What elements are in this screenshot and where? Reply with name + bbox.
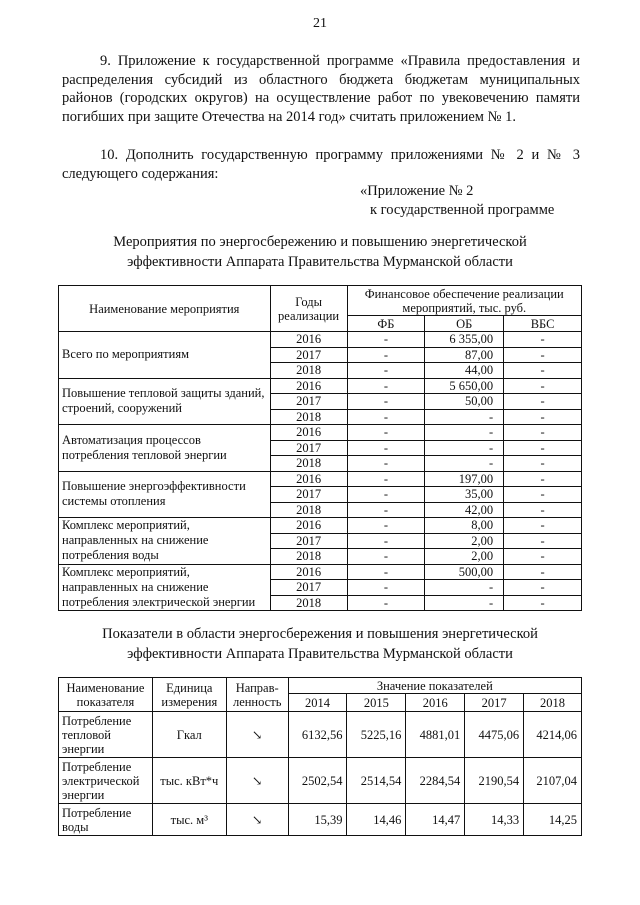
- indicator-value: 4214,06: [524, 712, 582, 758]
- event-name: Всего по мероприятиям: [59, 332, 271, 379]
- indicators-table-row: [59, 804, 582, 836]
- event-ob-value: 197,00: [425, 471, 504, 487]
- indicator-name: Потребление электрической энергии: [59, 758, 153, 804]
- event-name: Комплекс мероприятий, направленных на снижение потребления электрической энергии: [59, 564, 271, 611]
- event-ob-value: 8,00: [425, 518, 504, 534]
- section1-title-line1: Мероприятия по энергосбережению и повышению энергетической: [113, 234, 527, 250]
- event-fb-value: -: [347, 425, 425, 441]
- event-fb-value: -: [347, 332, 425, 348]
- section2-title-line2: эффективности Аппарата Правительства Мурманской области: [127, 646, 513, 662]
- event-name: Комплекс мероприятий, направленных на снижение потребления воды: [59, 518, 271, 565]
- event-year: 2016: [270, 564, 347, 580]
- events-header-years: Годы реализации: [270, 286, 347, 332]
- event-vbs-value: -: [504, 378, 582, 394]
- event-name: Повышение энергоэффективности системы отопления: [59, 471, 271, 518]
- indicator-value: 2190,54: [465, 758, 524, 804]
- event-vbs-value: -: [504, 580, 582, 596]
- event-vbs-value: -: [504, 518, 582, 534]
- event-fb-value: -: [347, 549, 425, 565]
- event-year: 2018: [270, 549, 347, 565]
- event-name: Автоматизация процессов потребления тепловой энергии: [59, 425, 271, 472]
- indicator-name: Потребление воды: [59, 804, 153, 836]
- paragraph-10: [62, 146, 580, 183]
- indicator-value: 2107,04: [524, 758, 582, 804]
- indicators-table-body: [59, 712, 582, 836]
- event-year: 2016: [270, 332, 347, 348]
- event-vbs-value: -: [504, 549, 582, 565]
- appendix-header: [360, 182, 582, 220]
- events-header-name: Наименование мероприятия: [59, 286, 271, 332]
- event-fb-value: -: [347, 518, 425, 534]
- indicators-header-year: 2018: [524, 694, 582, 712]
- event-vbs-value: -: [504, 332, 582, 348]
- event-vbs-value: -: [504, 456, 582, 472]
- event-ob-value: 6 355,00: [425, 332, 504, 348]
- events-table-row: [59, 425, 582, 441]
- events-table-body: [59, 332, 582, 611]
- indicator-direction: ↘: [226, 712, 288, 758]
- event-name: Повышение тепловой защиты зданий, строений, сооружений: [59, 378, 271, 425]
- paragraph-10-number: 10.: [100, 147, 119, 163]
- event-ob-value: -: [425, 580, 504, 596]
- event-fb-value: -: [347, 595, 425, 611]
- event-ob-value: -: [425, 595, 504, 611]
- indicator-value: 14,33: [465, 804, 524, 836]
- event-ob-value: 2,00: [425, 549, 504, 565]
- event-vbs-value: -: [504, 440, 582, 456]
- event-ob-value: 5 650,00: [425, 378, 504, 394]
- event-fb-value: -: [347, 564, 425, 580]
- indicator-direction: ↘: [226, 758, 288, 804]
- section1-title-line2: эффективности Аппарата Правительства Мурманской области: [127, 254, 513, 270]
- event-ob-value: 50,00: [425, 394, 504, 410]
- event-vbs-value: -: [504, 347, 582, 363]
- event-year: 2016: [270, 425, 347, 441]
- indicator-unit: тыс. м³: [152, 804, 226, 836]
- indicator-value: 5225,16: [347, 712, 406, 758]
- event-year: 2017: [270, 347, 347, 363]
- event-vbs-value: -: [504, 533, 582, 549]
- event-ob-value: -: [425, 425, 504, 441]
- event-year: 2017: [270, 580, 347, 596]
- events-table-row: [59, 378, 582, 394]
- page-number: 21: [313, 16, 327, 31]
- indicator-unit: Гкал: [152, 712, 226, 758]
- indicator-value: 2284,54: [406, 758, 465, 804]
- event-year: 2016: [270, 471, 347, 487]
- events-table-row: [59, 518, 582, 534]
- events-table-row: [59, 332, 582, 348]
- event-year: 2018: [270, 409, 347, 425]
- indicators-header-direction: Направ-ленность: [226, 678, 288, 712]
- paragraph-9-text: Приложение к государственной программе «Правила предоставления и распределения субсидий из областного бюджета бюджетам муниципальных районов (городских округов) на осуществление работ по увековечению памяти погибших при защите Отечества на 2014 год» считать приложением № 1.: [62, 53, 580, 125]
- event-ob-value: 2,00: [425, 533, 504, 549]
- event-year: 2018: [270, 363, 347, 379]
- indicator-unit: тыс. кВт*ч: [152, 758, 226, 804]
- event-year: 2018: [270, 595, 347, 611]
- event-fb-value: -: [347, 363, 425, 379]
- indicators-table: [58, 677, 582, 836]
- event-vbs-value: -: [504, 502, 582, 518]
- event-fb-value: -: [347, 487, 425, 503]
- event-vbs-value: -: [504, 595, 582, 611]
- section2-title: [60, 624, 580, 664]
- event-vbs-value: -: [504, 564, 582, 580]
- events-table: [58, 285, 582, 611]
- events-header-fb: ФБ: [347, 316, 425, 332]
- indicator-name: Потребление тепловой энергии: [59, 712, 153, 758]
- event-year: 2016: [270, 378, 347, 394]
- events-header-financing: Финансовое обеспечение реализации мероприятий, тыс. руб.: [347, 286, 581, 316]
- events-table-row: [59, 564, 582, 580]
- event-fb-value: -: [347, 580, 425, 596]
- event-fb-value: -: [347, 394, 425, 410]
- appendix-header-line1: «Приложение № 2: [360, 183, 474, 199]
- event-year: 2017: [270, 394, 347, 410]
- events-header-ob: ОБ: [425, 316, 504, 332]
- indicators-table-row: [59, 758, 582, 804]
- indicator-value: 14,47: [406, 804, 465, 836]
- indicators-header-year: 2016: [406, 694, 465, 712]
- appendix-header-line2: к государственной программе: [370, 202, 555, 218]
- event-vbs-value: -: [504, 363, 582, 379]
- indicator-value: 4475,06: [465, 712, 524, 758]
- indicator-value: 4881,01: [406, 712, 465, 758]
- event-year: 2017: [270, 487, 347, 503]
- event-year: 2018: [270, 502, 347, 518]
- events-header-vbs: ВБС: [504, 316, 582, 332]
- event-fb-value: -: [347, 502, 425, 518]
- indicators-header-year: 2015: [347, 694, 406, 712]
- event-fb-value: -: [347, 409, 425, 425]
- event-ob-value: 44,00: [425, 363, 504, 379]
- indicator-value: 2514,54: [347, 758, 406, 804]
- event-ob-value: 42,00: [425, 502, 504, 518]
- section2-title-line1: Показатели в области энергосбережения и повышения энергетической: [102, 626, 538, 642]
- indicators-table-row: [59, 712, 582, 758]
- event-fb-value: -: [347, 440, 425, 456]
- event-ob-value: 87,00: [425, 347, 504, 363]
- event-ob-value: -: [425, 456, 504, 472]
- indicators-header-year: 2014: [288, 694, 347, 712]
- indicator-value: 14,46: [347, 804, 406, 836]
- event-year: 2018: [270, 456, 347, 472]
- event-vbs-value: -: [504, 409, 582, 425]
- paragraph-10-text: Дополнить государственную программу приложениями № 2 и № 3 следующего содержания:: [62, 147, 580, 182]
- indicator-value: 6132,56: [288, 712, 347, 758]
- event-vbs-value: -: [504, 394, 582, 410]
- event-ob-value: -: [425, 440, 504, 456]
- indicator-value: 15,39: [288, 804, 347, 836]
- event-ob-value: 35,00: [425, 487, 504, 503]
- indicator-direction: ↘: [226, 804, 288, 836]
- events-table-row: [59, 471, 582, 487]
- event-year: 2017: [270, 533, 347, 549]
- indicators-header-unit: Единица измерения: [152, 678, 226, 712]
- event-ob-value: -: [425, 409, 504, 425]
- event-fb-value: -: [347, 456, 425, 472]
- event-vbs-value: -: [504, 425, 582, 441]
- indicators-header-year: 2017: [465, 694, 524, 712]
- event-vbs-value: -: [504, 471, 582, 487]
- indicators-header-name: Наименование показателя: [59, 678, 153, 712]
- paragraph-9-number: 9.: [100, 53, 111, 69]
- event-fb-value: -: [347, 347, 425, 363]
- indicator-value: 2502,54: [288, 758, 347, 804]
- event-fb-value: -: [347, 471, 425, 487]
- event-ob-value: 500,00: [425, 564, 504, 580]
- indicator-value: 14,25: [524, 804, 582, 836]
- event-fb-value: -: [347, 533, 425, 549]
- event-fb-value: -: [347, 378, 425, 394]
- event-vbs-value: -: [504, 487, 582, 503]
- indicators-header-values: Значение показателей: [288, 678, 581, 694]
- section1-title: [60, 232, 580, 272]
- event-year: 2017: [270, 440, 347, 456]
- event-year: 2016: [270, 518, 347, 534]
- paragraph-9: [62, 52, 580, 126]
